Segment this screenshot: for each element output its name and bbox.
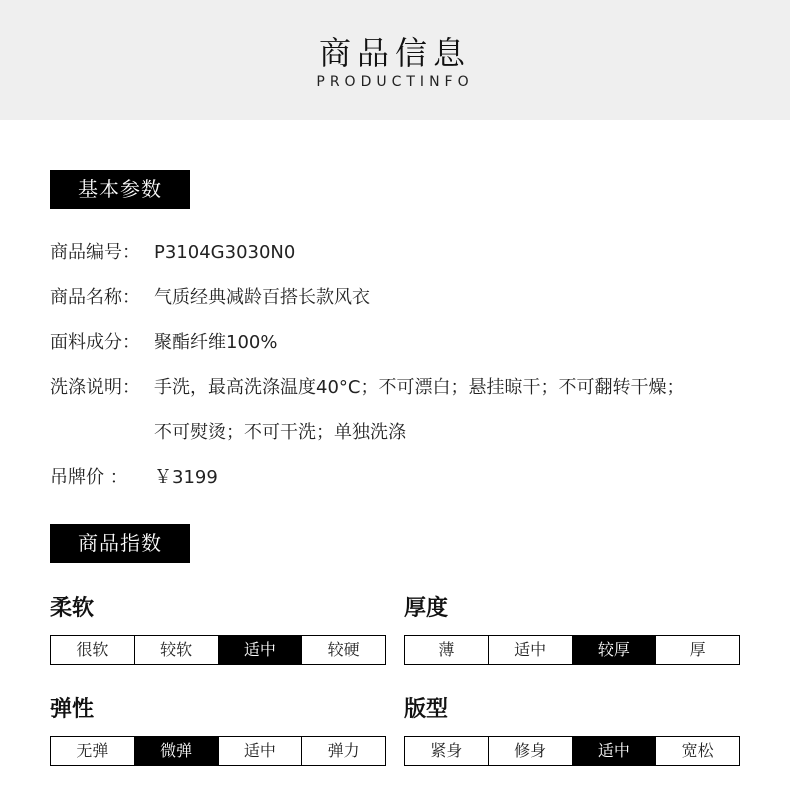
scale-option-selected: 较厚	[573, 636, 657, 664]
param-value: 气质经典减龄百搭长款风衣	[154, 287, 370, 308]
param-value-washing-continued: 不可熨烫；不可干洗；单独洗涤	[154, 422, 406, 443]
header-banner	[0, 0, 790, 120]
param-value: 手洗，最高洗涤温度40°C；不可漂白；悬挂晾干；不可翻转干燥；	[154, 377, 685, 398]
scale-elasticity	[50, 736, 386, 766]
scale-option: 无弹	[51, 737, 135, 765]
scale-option: 厚	[689, 640, 706, 659]
scale-option-selected: 微弹	[135, 737, 219, 765]
scale-option: 宽松	[681, 741, 714, 760]
param-value: 聚酯纤维100%	[154, 332, 278, 353]
index-title-fit: 版型	[404, 697, 449, 722]
index-title-softness: 柔软	[50, 596, 95, 621]
scale-fit	[404, 736, 740, 766]
scale-option: 适中	[489, 636, 573, 664]
param-row-washing	[50, 373, 684, 399]
param-row-item-name	[50, 283, 370, 309]
scale-option: 薄	[405, 636, 489, 664]
scale-option-selected: 适中	[219, 636, 303, 664]
page-title: 商品信息	[318, 34, 471, 72]
param-row-item-number	[50, 238, 295, 264]
page-subtitle: PRODUCTINFO	[316, 74, 474, 90]
param-value: P3104G3030N0	[154, 242, 296, 263]
scale-option-selected: 适中	[573, 737, 657, 765]
scale-option: 适中	[219, 737, 303, 765]
price-value: ￥3199	[154, 467, 218, 488]
scale-option: 较软	[135, 636, 219, 664]
scale-option: 较硬	[327, 640, 360, 659]
scale-thickness	[404, 635, 740, 665]
scale-option: 很软	[51, 636, 135, 664]
scale-softness	[50, 635, 386, 665]
scale-option: 修身	[489, 737, 573, 765]
param-label: 洗涤说明：	[50, 377, 140, 398]
index-title-elasticity: 弹性	[50, 697, 95, 722]
scale-option: 紧身	[405, 737, 489, 765]
param-label: 商品名称：	[50, 287, 140, 308]
param-row-price	[50, 463, 218, 489]
param-row-fabric	[50, 328, 277, 354]
index-title-thickness: 厚度	[404, 596, 449, 621]
param-label: 商品编号：	[50, 242, 140, 263]
scale-option: 弹力	[327, 741, 360, 760]
param-label: 面料成分：	[50, 332, 140, 353]
param-label: 吊牌价 ：	[50, 467, 128, 488]
section-heading-basic: 基本参数	[50, 170, 190, 209]
section-heading-index: 商品指数	[50, 524, 190, 563]
